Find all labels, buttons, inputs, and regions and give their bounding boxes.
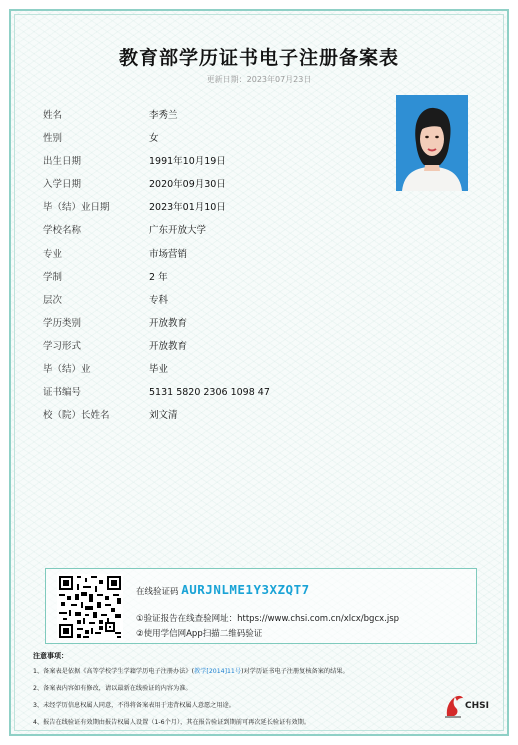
field-label: 性别 bbox=[43, 133, 63, 145]
field-row-cert-number bbox=[43, 381, 383, 404]
field-row-birth bbox=[43, 150, 383, 173]
field-value: 2023年01月10日 bbox=[149, 202, 226, 214]
field-label: 层次 bbox=[43, 294, 63, 306]
chsi-logo-text: CHSI bbox=[465, 701, 489, 711]
field-label: 学校名称 bbox=[43, 225, 82, 237]
verification-code-line bbox=[136, 582, 310, 597]
field-value: 2 年 bbox=[149, 271, 168, 283]
field-label: 学历类别 bbox=[43, 317, 82, 329]
field-value: 开放教育 bbox=[149, 340, 188, 352]
field-row-level bbox=[43, 289, 383, 312]
registration-form bbox=[9, 9, 509, 736]
note-item: 4、报告在线验证有效期由报告权属人设置（1-6个月），其在报告验证到期前可再次延长验证有效期。 bbox=[33, 719, 311, 726]
field-label: 校（院）长姓名 bbox=[43, 410, 110, 422]
notes-list bbox=[33, 663, 433, 731]
qr-code[interactable] bbox=[57, 574, 123, 640]
field-row-major bbox=[43, 243, 383, 266]
verification-code: AURJNLME1Y3XZQT7 bbox=[181, 582, 310, 597]
page-title: 教育部学历证书电子注册备案表 bbox=[118, 47, 399, 69]
field-label: 出生日期 bbox=[43, 156, 82, 168]
verify-app-line: ②使用学信网App扫描二维码验证 bbox=[136, 629, 263, 639]
note-text: )对学历证书电子注册复核备案的结果。 bbox=[241, 668, 349, 675]
notes-title: 注意事项： bbox=[33, 652, 68, 660]
field-value: 2020年09月30日 bbox=[149, 179, 226, 191]
field-row-enroll bbox=[43, 173, 383, 196]
field-label: 入学日期 bbox=[43, 179, 82, 191]
field-value: 刘文清 bbox=[149, 410, 178, 422]
regulation-link[interactable]: 教学[2014]11号 bbox=[194, 668, 242, 675]
field-row-study-form bbox=[43, 335, 383, 358]
verification-box bbox=[45, 568, 477, 644]
field-row-gender bbox=[43, 127, 383, 150]
note-text: 1、备案表是依据《高等学校学生学籍学历电子注册办法》( bbox=[33, 668, 195, 675]
field-value: 毕业 bbox=[149, 364, 169, 376]
student-photo bbox=[396, 95, 468, 191]
field-label: 姓名 bbox=[43, 110, 63, 121]
field-value: 广东开放大学 bbox=[149, 225, 207, 237]
info-table bbox=[43, 104, 383, 427]
chsi-logo bbox=[443, 692, 493, 720]
field-row-category bbox=[43, 312, 383, 335]
chsi-logo-icon bbox=[443, 692, 465, 718]
field-label: 学制 bbox=[43, 271, 63, 283]
field-label: 学习形式 bbox=[43, 340, 82, 352]
field-row-graduate-date bbox=[43, 196, 383, 219]
field-value: 专科 bbox=[149, 294, 169, 306]
verification-code-label: 在线验证码 bbox=[136, 587, 179, 597]
field-value: 1991年10月19日 bbox=[149, 156, 226, 168]
note-item: 3、未经学历信息权属人同意，不得将备案表用于违背权属人意愿之用途。 bbox=[33, 702, 235, 709]
field-row-duration bbox=[43, 266, 383, 289]
note-item: 2、备案表内容如有修改，请以最新在线验证的内容为准。 bbox=[33, 685, 192, 692]
note-item bbox=[33, 663, 433, 680]
field-value: 李秀兰 bbox=[149, 110, 178, 121]
field-row-graduation bbox=[43, 358, 383, 381]
field-row-president bbox=[43, 404, 383, 427]
field-value: 5131 5820 2306 1098 47 bbox=[149, 387, 270, 399]
verify-url-line: ①验证报告在线查验网址：https://www.chsi.com.cn/xlcx/bgcx.jsp bbox=[136, 614, 400, 624]
update-date: 更新日期：2023年07月23日 bbox=[206, 75, 312, 84]
field-value: 女 bbox=[149, 133, 159, 145]
field-row-school bbox=[43, 219, 383, 242]
field-label: 毕（结）业日期 bbox=[43, 202, 110, 214]
field-row-name bbox=[43, 104, 383, 127]
field-label: 专业 bbox=[43, 248, 63, 260]
field-value: 开放教育 bbox=[149, 317, 188, 329]
field-label: 证书编号 bbox=[43, 387, 82, 399]
field-value: 市场营销 bbox=[149, 248, 188, 260]
field-label: 毕（结）业 bbox=[43, 364, 91, 376]
